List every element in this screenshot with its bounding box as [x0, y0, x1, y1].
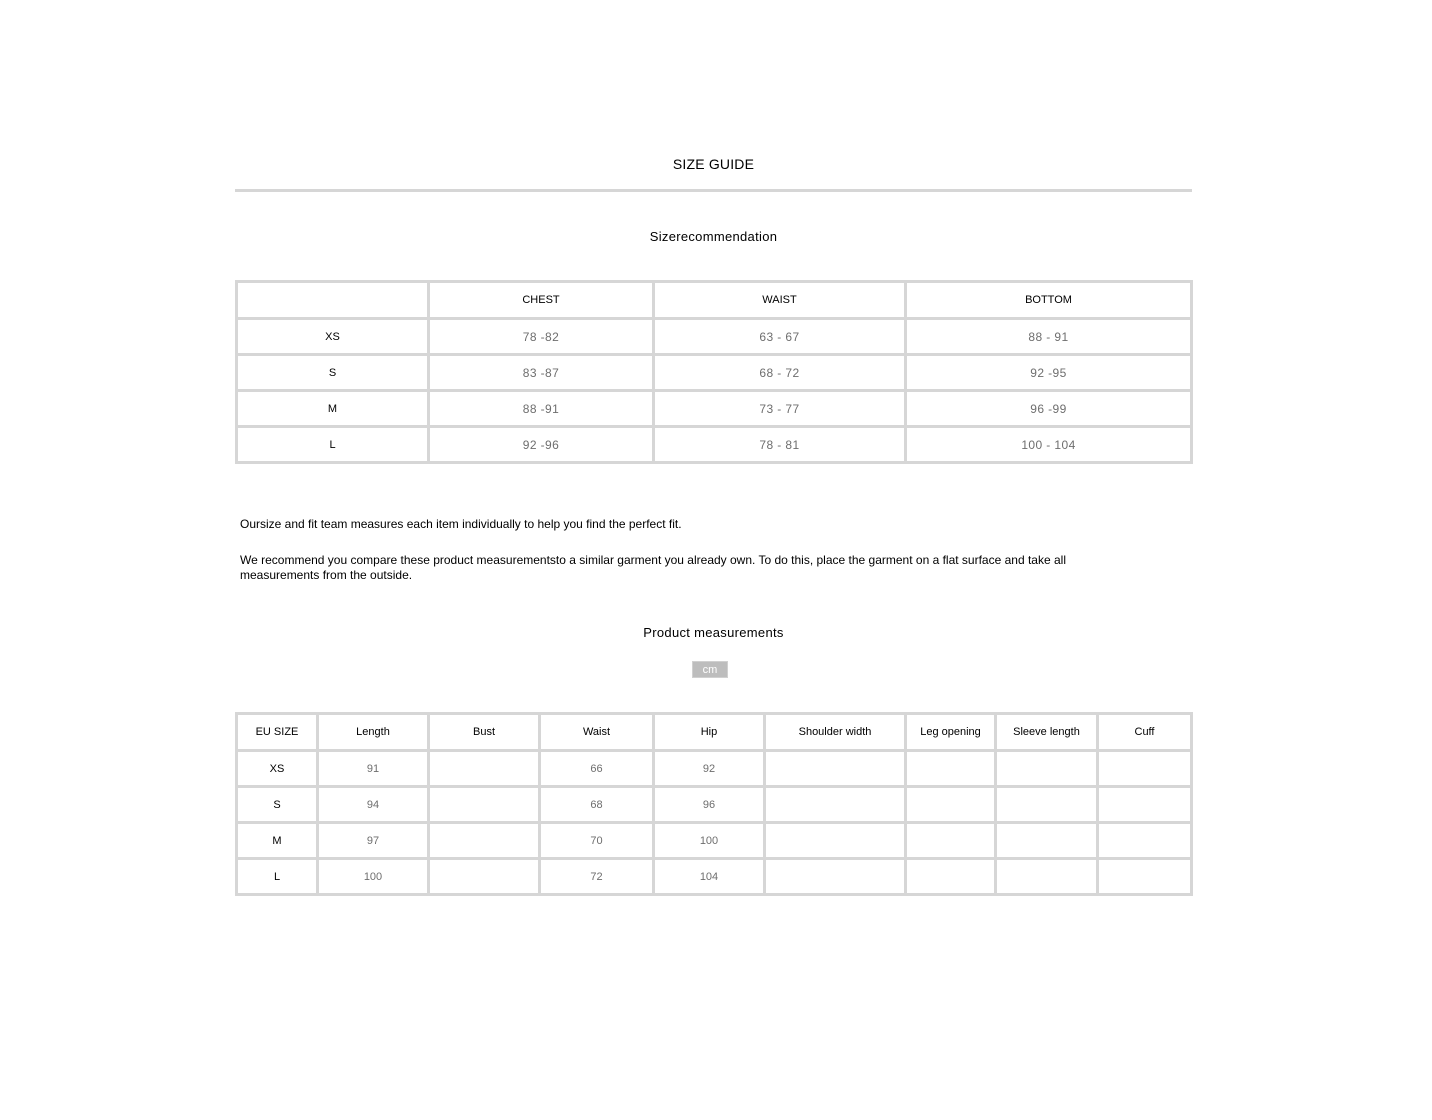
table-row [237, 391, 1192, 427]
bust-cell [429, 787, 540, 823]
header-cell-bust: Bust [429, 714, 540, 751]
header-cell-chest: CHEST [429, 282, 654, 319]
sleeve-length-cell [996, 751, 1098, 787]
header-cell-cuff: Cuff [1098, 714, 1192, 751]
bottom-cell: 100 - 104 [906, 427, 1192, 463]
shoulder-width-cell [765, 823, 906, 859]
size-label-cell: XS [237, 751, 318, 787]
size-label-cell: S [237, 355, 429, 391]
table-row [237, 787, 1192, 823]
table-row [237, 751, 1192, 787]
unit-toggle-button[interactable]: cm [692, 661, 728, 678]
bottom-cell: 92 -95 [906, 355, 1192, 391]
compare-instructions-line1: We recommend you compare these product measurementsto a similar garment you already own. To do this, place the garment on a flat surface and take all [240, 553, 1066, 567]
waist-cell: 66 [540, 751, 654, 787]
chest-cell: 83 -87 [429, 355, 654, 391]
size-label-cell: XS [237, 319, 429, 355]
table-row [237, 319, 1192, 355]
table-row [237, 427, 1192, 463]
length-cell: 97 [318, 823, 429, 859]
header-cell-shoulder-width: Shoulder width [765, 714, 906, 751]
sleeve-length-cell [996, 787, 1098, 823]
size-recommendation-title: Sizerecommendation [649, 229, 778, 244]
size-label-cell: S [237, 787, 318, 823]
header-cell-waist: Waist [540, 714, 654, 751]
header-cell-bottom: BOTTOM [906, 282, 1192, 319]
bottom-cell: 96 -99 [906, 391, 1192, 427]
leg-opening-cell [906, 859, 996, 895]
header-cell-leg-opening: Leg opening [906, 714, 996, 751]
size-label-cell: M [237, 391, 429, 427]
leg-opening-cell [906, 823, 996, 859]
table-row [237, 823, 1192, 859]
length-cell: 91 [318, 751, 429, 787]
cuff-cell [1098, 859, 1192, 895]
size-label-cell: L [237, 859, 318, 895]
hip-cell: 100 [654, 823, 765, 859]
bust-cell [429, 859, 540, 895]
length-cell: 94 [318, 787, 429, 823]
table-row [237, 355, 1192, 391]
cuff-cell [1098, 787, 1192, 823]
hip-cell: 92 [654, 751, 765, 787]
sleeve-length-cell [996, 823, 1098, 859]
header-cell-length: Length [318, 714, 429, 751]
leg-opening-cell [906, 751, 996, 787]
bust-cell [429, 823, 540, 859]
cuff-cell [1098, 751, 1192, 787]
waist-cell: 78 - 81 [654, 427, 906, 463]
shoulder-width-cell [765, 787, 906, 823]
waist-cell: 73 - 77 [654, 391, 906, 427]
header-cell-eu-size: EU SIZE [237, 714, 318, 751]
page-title: SIZE GUIDE [672, 156, 755, 172]
bust-cell [429, 751, 540, 787]
header-cell-waist: WAIST [654, 282, 906, 319]
shoulder-width-cell [765, 859, 906, 895]
waist-cell: 68 [540, 787, 654, 823]
header-cell-blank [237, 282, 429, 319]
bottom-cell: 88 - 91 [906, 319, 1192, 355]
size-label-cell: M [237, 823, 318, 859]
chest-cell: 88 -91 [429, 391, 654, 427]
sleeve-length-cell [996, 859, 1098, 895]
size-label-cell: L [237, 427, 429, 463]
product-measurements-table [235, 712, 1193, 896]
waist-cell: 68 - 72 [654, 355, 906, 391]
length-cell: 100 [318, 859, 429, 895]
chest-cell: 92 -96 [429, 427, 654, 463]
size-recommendation-table [235, 280, 1193, 464]
header-cell-sleeve-length: Sleeve length [996, 714, 1098, 751]
fit-team-paragraph: Oursize and fit team measures each item individually to help you find the perfect fit. [240, 517, 682, 531]
chest-cell: 78 -82 [429, 319, 654, 355]
header-cell-hip: Hip [654, 714, 765, 751]
hip-cell: 96 [654, 787, 765, 823]
waist-cell: 63 - 67 [654, 319, 906, 355]
table-header-row [237, 282, 1192, 319]
title-divider [235, 189, 1192, 192]
hip-cell: 104 [654, 859, 765, 895]
compare-instructions-line2: measurements from the outside. [240, 568, 413, 582]
shoulder-width-cell [765, 751, 906, 787]
leg-opening-cell [906, 787, 996, 823]
table-header-row [237, 714, 1192, 751]
waist-cell: 70 [540, 823, 654, 859]
waist-cell: 72 [540, 859, 654, 895]
cuff-cell [1098, 823, 1192, 859]
product-measurements-title: Product measurements [643, 625, 784, 640]
table-row [237, 859, 1192, 895]
